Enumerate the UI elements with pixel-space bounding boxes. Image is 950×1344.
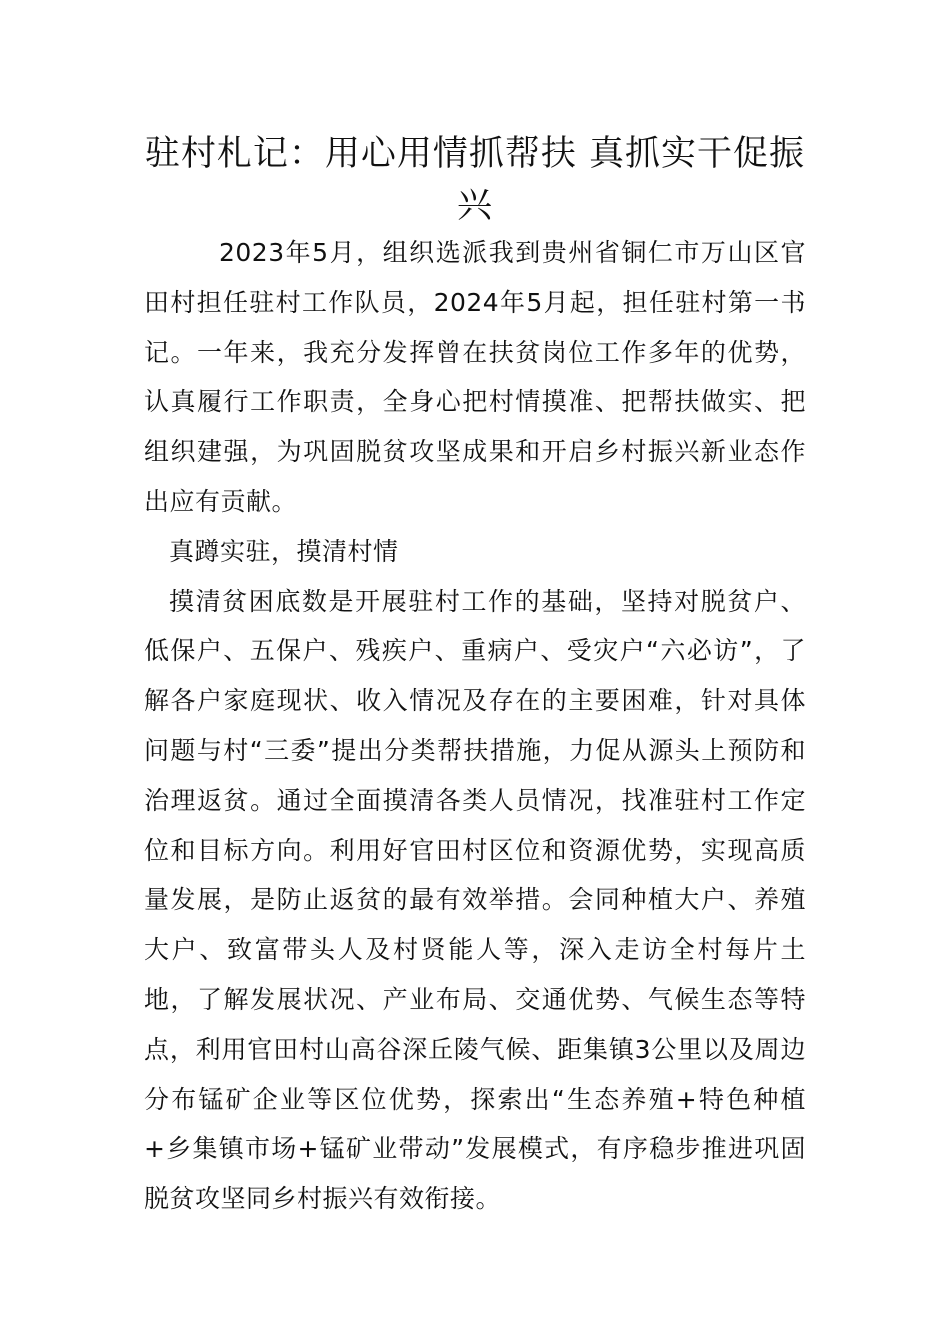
document-title: 驻村札记：用心用情抓帮扶 真抓实干促振兴 [144,134,806,226]
section-paragraph: 摸清贫困底数是开展驻村工作的基础，坚持对脱贫户、低保户、五保户、残疾户、重病户、受灾户“六必访”，了解各户家庭现状、收入情况及存在的主要困难，针对具体问题与村“三委”提出分类帮扶措施，力促从源头上预防和治理返贫。通过全面摸清各类人员情况，找准驻村工作定位和目标方向。利用好官田村区位和资源优势，实现高质量发展，是防止返贫的最有效举措。会同种植大户、养殖大户、致富带头人及村贤能人等，深入走访全村每片土地，了解发展状况、产业布局、交通优势、气候生态等特点，利用官田村山高谷深丘陵气候、距集镇3公里以及周边分布锰矿企业等区位优势，探索出“生态养殖+特色种植+乡集镇市场+锰矿业带动”发展模式，有序稳步推进巩固脱贫攻坚同乡村振兴有效衔接。 [144,586,806,1214]
document-body [144,228,806,1224]
section-heading: 真蹲实驻，摸清村情 [169,536,399,566]
intro-paragraph: 2023年5月，组织选派我到贵州省铜仁市万山区官田村担任驻村工作队员，2024年5月起，担任驻村第一书记。一年来，我充分发挥曾在扶贫岗位工作多年的优势，认真履行工作职责，全身心把村情摸准、把帮扶做实、把组织建强，为巩固脱贫攻坚成果和开启乡村振兴新业态作出应有贡献。 [144,238,806,516]
